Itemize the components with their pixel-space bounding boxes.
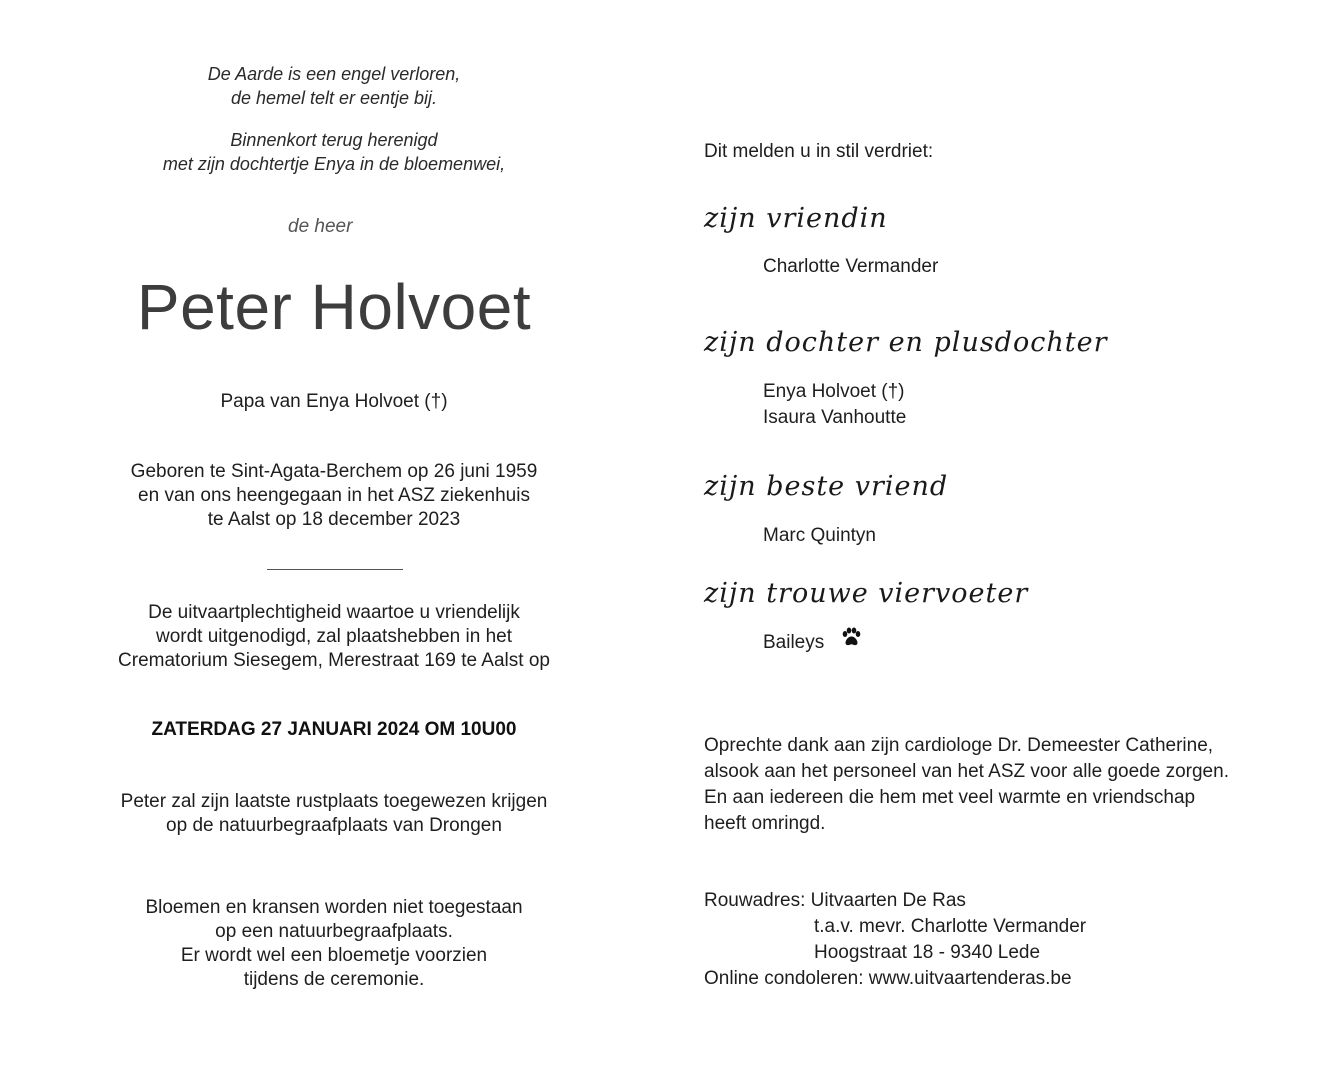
right-page — [704, 0, 1324, 1080]
text-line: op de natuurbegraafplaats van Drongen — [166, 815, 502, 836]
left-page — [0, 0, 668, 1080]
text-line: alsook aan het personeel van het ASZ voor alle goede zorgen. — [704, 761, 1229, 782]
ceremony-date: ZATERDAG 27 JANUARI 2024 OM 10U00 — [151, 719, 517, 740]
family-member: Marc Quintyn — [763, 525, 876, 546]
group-title-daughters: zijn dochter en plusdochter — [704, 327, 1108, 358]
poem-verse-1 — [0, 62, 668, 110]
salutation: de heer — [288, 216, 353, 237]
mourning-address — [704, 888, 1086, 992]
text-line: Geboren te Sint-Agata-Berchem op 26 juni 1959 — [130, 461, 538, 482]
poem-line: De Aarde is een engel verloren, — [207, 64, 461, 84]
address-line: Hoogstraat 18 - 9340 Lede — [814, 942, 1041, 963]
flowers-notice — [0, 896, 668, 992]
announcement-intro: Dit melden u in stil verdriet: — [704, 141, 934, 162]
thanks-text — [704, 733, 1229, 837]
text-line: en van ons heengegaan in het ASZ ziekenhuis — [138, 485, 530, 506]
deceased-name: Peter Holvoet — [136, 271, 532, 343]
text-line: op een natuurbegraafplaats. — [215, 921, 453, 942]
address-line: t.a.v. mevr. Charlotte Vermander — [814, 916, 1087, 937]
birth-death-info — [0, 460, 668, 532]
address-line: Rouwadres: Uitvaarten De Ras — [704, 890, 966, 911]
divider — [267, 569, 403, 570]
text-line: Peter zal zijn laatste rustplaats toegewezen krijgen — [120, 791, 548, 812]
resting-place-text — [0, 790, 668, 838]
pet-name: Baileys — [763, 632, 825, 654]
family-member: Charlotte Vermander — [763, 256, 939, 277]
family-member: Isaura Vanhoutte — [763, 407, 907, 428]
text-line: heeft omringd. — [704, 813, 826, 834]
text-line: Oprechte dank aan zijn cardiologe Dr. Demeester Catherine, — [704, 735, 1214, 756]
poem-line: met zijn dochtertje Enya in de bloemenwei, — [162, 154, 506, 174]
poem-verse-2 — [0, 128, 668, 176]
group-title-pet: zijn trouwe viervoeter — [704, 578, 1029, 609]
paw-icon — [840, 626, 862, 656]
poem-line: de hemel telt er eentje bij. — [230, 88, 438, 108]
text-line: Er wordt wel een bloemetje voorzien — [180, 945, 488, 966]
text-line: Bloemen en kransen worden niet toegestaan — [145, 897, 523, 918]
condolence-link[interactable]: Online condoleren: www.uitvaartenderas.be — [704, 968, 1072, 989]
text-line: Crematorium Siesegem, Merestraat 169 te Aalst op — [118, 650, 550, 671]
family-member: Enya Holvoet (†) — [763, 381, 905, 402]
text-line: tijdens de ceremonie. — [243, 969, 425, 990]
text-line: wordt uitgenodigd, zal plaatshebben in het — [156, 626, 512, 647]
text-line: En aan iedereen die hem met veel warmte en vriendschap — [704, 787, 1196, 808]
group-title-girlfriend: zijn vriendin — [704, 203, 888, 234]
text-line: De uitvaartplechtigheid waartoe u vriendelijk — [148, 602, 520, 623]
group-title-best-friend: zijn beste vriend — [704, 471, 949, 502]
subtitle: Papa van Enya Holvoet (†) — [220, 391, 448, 412]
poem-line: Binnenkort terug herenigd — [230, 130, 438, 150]
text-line: te Aalst op 18 december 2023 — [207, 509, 461, 530]
invitation-text — [0, 601, 668, 673]
pet-entry — [763, 630, 862, 656]
